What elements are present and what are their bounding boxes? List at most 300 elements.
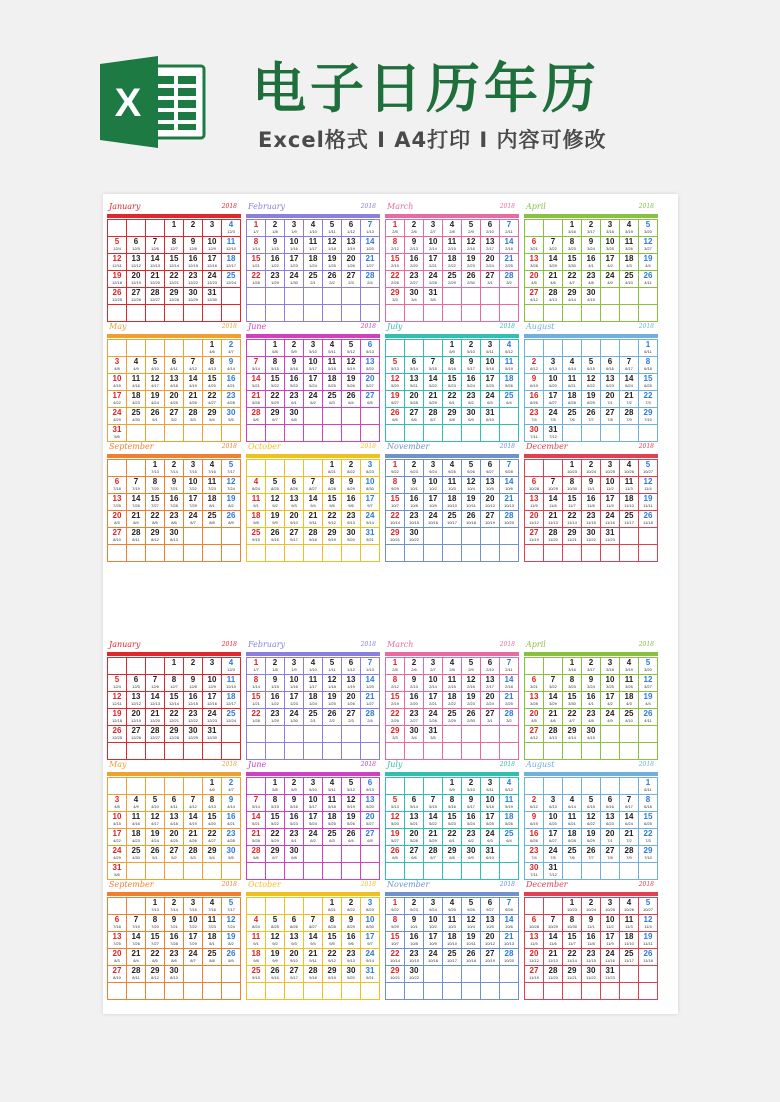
lunar-date: 8/10 [113, 975, 121, 980]
day-cell [222, 408, 241, 425]
lunar-date: 7/17 [227, 469, 235, 474]
lunar-date: 7/5 [550, 417, 556, 422]
lunar-date: 9/11 [309, 520, 317, 525]
day-number: 9 [468, 795, 474, 804]
day-cell [222, 778, 241, 795]
lunar-date: 9/7 [367, 503, 373, 508]
week-row [386, 932, 519, 949]
empty-cell [481, 288, 500, 305]
day-number: 22 [390, 949, 400, 958]
lunar-date: 5/18 [486, 366, 494, 371]
day-number: 31 [605, 966, 615, 975]
lunar-date: 8/25 [271, 924, 279, 929]
month-grid [107, 777, 241, 880]
day-cell [544, 237, 563, 254]
month-grid [385, 459, 519, 562]
empty-cell [304, 846, 323, 863]
empty-cell [500, 726, 519, 743]
month-year: 2018 [221, 641, 237, 648]
day-number: 23 [188, 271, 198, 280]
day-number: 11 [327, 357, 337, 366]
day-number: 18 [624, 494, 634, 503]
month-october [246, 880, 380, 996]
empty-cell [247, 983, 266, 1000]
lunar-date: 7/5 [550, 855, 556, 860]
day-cell [500, 220, 519, 237]
day-number: 4 [209, 898, 215, 907]
day-number: 24 [605, 949, 615, 958]
day-number: 15 [643, 374, 653, 383]
lunar-date: 4/29 [113, 855, 121, 860]
day-cell [184, 846, 203, 863]
week-row [386, 340, 519, 357]
lunar-date: 6/18 [644, 804, 652, 809]
empty-cell [481, 983, 500, 1000]
day-cell [424, 726, 443, 743]
day-number: 21 [150, 271, 160, 280]
day-number: 27 [605, 846, 615, 855]
day-number: 26 [390, 846, 400, 855]
month-january [107, 202, 241, 318]
month-name: September [109, 442, 154, 451]
day-cell [342, 795, 361, 812]
lunar-date: 3/29 [549, 263, 557, 268]
lunar-date: 2/3 [348, 280, 354, 285]
day-number: 24 [428, 271, 438, 280]
day-cell [108, 237, 127, 254]
day-cell [108, 949, 127, 966]
lunar-date: 7/10 [644, 855, 652, 860]
lunar-date: 12/6 [151, 246, 159, 251]
day-cell [108, 494, 127, 511]
lunar-date: 2/14 [429, 246, 437, 251]
day-cell [443, 271, 462, 288]
lunar-date: 6/16 [606, 366, 614, 371]
day-cell [500, 709, 519, 726]
lunar-date: 2/17 [486, 246, 494, 251]
lunar-date: 2/9 [468, 229, 474, 234]
day-number: 23 [409, 709, 419, 718]
day-cell [405, 220, 424, 237]
week-row [108, 812, 241, 829]
day-number: 28 [624, 408, 634, 417]
empty-cell [146, 778, 165, 795]
day-number: 5 [152, 795, 158, 804]
empty-cell [582, 983, 601, 1000]
day-number: 26 [327, 709, 337, 718]
empty-cell [500, 305, 519, 322]
day-cell [525, 237, 544, 254]
lunar-date: 10/28 [528, 486, 539, 491]
month-color-bar [246, 772, 380, 776]
day-number: 19 [466, 494, 476, 503]
day-number: 5 [152, 357, 158, 366]
day-cell [165, 391, 184, 408]
day-number: 28 [308, 966, 318, 975]
day-number: 4 [569, 795, 575, 804]
day-cell [563, 915, 582, 932]
empty-cell [563, 545, 582, 562]
day-cell [203, 898, 222, 915]
lunar-date: 2/1 [310, 280, 316, 285]
day-number: 14 [150, 254, 160, 263]
lunar-date: 10/8 [410, 941, 418, 946]
day-cell [342, 357, 361, 374]
day-number: 18 [251, 511, 261, 520]
lunar-date: 7/6 [569, 855, 575, 860]
empty-cell [525, 305, 544, 322]
day-number: 22 [643, 391, 653, 400]
day-cell [266, 477, 285, 494]
day-number: 23 [346, 511, 356, 520]
day-cell [462, 477, 481, 494]
day-number: 11 [624, 675, 634, 684]
day-cell [323, 915, 342, 932]
day-number: 4 [133, 357, 139, 366]
day-cell [601, 915, 620, 932]
lunar-date: 6/12 [530, 366, 538, 371]
day-cell [266, 692, 285, 709]
day-number: 10 [308, 795, 318, 804]
week-row [247, 743, 380, 760]
lunar-date: 1/20 [366, 246, 374, 251]
day-cell [544, 932, 563, 949]
day-cell [108, 425, 127, 442]
day-cell [525, 494, 544, 511]
month-name: July [387, 760, 403, 769]
day-cell [620, 795, 639, 812]
day-cell [323, 340, 342, 357]
day-number: 28 [365, 271, 375, 280]
day-cell [146, 477, 165, 494]
day-cell [203, 374, 222, 391]
day-number: 12 [327, 675, 337, 684]
day-cell [304, 915, 323, 932]
day-number: 10 [605, 477, 615, 486]
day-number: 18 [226, 692, 236, 701]
lunar-date: 10/9 [429, 941, 437, 946]
lunar-date: 3/20 [644, 229, 652, 234]
day-cell [165, 374, 184, 391]
lunar-date: 4/21 [227, 821, 235, 826]
logo-letter: X [114, 81, 142, 125]
day-number: 2 [272, 658, 278, 667]
lunar-date: 7/12 [549, 434, 557, 439]
week-row [108, 528, 241, 545]
week-row [108, 675, 241, 692]
day-cell [544, 288, 563, 305]
day-cell [601, 966, 620, 983]
day-number: 26 [270, 966, 280, 975]
day-cell [424, 357, 443, 374]
lunar-date: 1/7 [253, 667, 259, 672]
month-year: 2018 [499, 203, 515, 210]
empty-cell [361, 305, 380, 322]
empty-cell [361, 408, 380, 425]
day-cell [127, 511, 146, 528]
lunar-date: 7/16 [208, 469, 216, 474]
day-number: 19 [112, 271, 122, 280]
day-number: 19 [226, 494, 236, 503]
day-number: 25 [251, 528, 261, 537]
day-number: 14 [624, 374, 634, 383]
month-name: March [387, 202, 414, 211]
day-number: 7 [626, 795, 632, 804]
lunar-date: 11/17 [624, 520, 634, 525]
lunar-date: 5/17 [309, 366, 317, 371]
lunar-date: 3/30 [568, 263, 576, 268]
empty-cell [563, 743, 582, 760]
day-cell [462, 254, 481, 271]
lunar-date: 12/3 [227, 229, 235, 234]
lunar-date: 10/7 [391, 503, 399, 508]
day-number: 5 [228, 460, 234, 469]
day-cell [544, 494, 563, 511]
lunar-date: 6/7 [430, 417, 436, 422]
day-number: 15 [270, 374, 280, 383]
day-cell [386, 254, 405, 271]
lunar-date: 10/26 [623, 907, 634, 912]
day-number: 7 [506, 460, 512, 469]
day-cell [601, 898, 620, 915]
empty-cell [462, 425, 481, 442]
day-cell [222, 494, 241, 511]
month-name: December [526, 442, 568, 451]
day-cell [639, 408, 658, 425]
empty-cell [639, 726, 658, 743]
day-number: 27 [485, 271, 495, 280]
day-number: 27 [485, 511, 495, 520]
day-cell [323, 795, 342, 812]
day-cell [443, 658, 462, 675]
day-cell [601, 271, 620, 288]
day-cell [304, 391, 323, 408]
empty-cell [127, 460, 146, 477]
week-row [525, 863, 658, 880]
day-cell [424, 494, 443, 511]
day-number: 3 [430, 658, 436, 667]
day-cell [184, 812, 203, 829]
day-cell [266, 494, 285, 511]
lunar-date: 6/28 [568, 400, 576, 405]
page-title: 电子日历年历 [252, 57, 600, 120]
lunar-date: 12/16 [206, 263, 217, 268]
day-cell [165, 915, 184, 932]
week-row [247, 357, 380, 374]
day-number: 13 [131, 254, 141, 263]
day-cell [386, 357, 405, 374]
day-number: 14 [548, 494, 558, 503]
day-cell [424, 374, 443, 391]
lunar-date: 7/24 [227, 924, 235, 929]
lunar-date: 6/20 [549, 383, 557, 388]
empty-cell [386, 743, 405, 760]
day-cell [525, 528, 544, 545]
lunar-date: 2/24 [486, 263, 494, 268]
lunar-date: 4/10 [151, 804, 159, 809]
day-number: 13 [529, 254, 539, 263]
empty-cell [266, 425, 285, 442]
day-cell [620, 675, 639, 692]
day-number: 28 [428, 846, 438, 855]
empty-cell [323, 288, 342, 305]
day-number: 7 [506, 220, 512, 229]
day-number: 16 [466, 812, 476, 821]
lunar-date: 11/3 [625, 486, 633, 491]
week-row [525, 220, 658, 237]
month-header [246, 322, 380, 336]
day-cell [247, 829, 266, 846]
day-number: 24 [289, 271, 299, 280]
day-number: 27 [409, 408, 419, 417]
day-cell [563, 949, 582, 966]
week-row [247, 692, 380, 709]
day-cell [563, 220, 582, 237]
lunar-date: 4/27 [208, 838, 216, 843]
day-number: 4 [133, 795, 139, 804]
lunar-date: 5/12 [347, 349, 355, 354]
lunar-date: 8/6 [171, 958, 177, 963]
day-number: 22 [270, 829, 280, 838]
week-row [386, 357, 519, 374]
lunar-date: 6/8 [291, 417, 297, 422]
lunar-date: 2/25 [505, 263, 513, 268]
day-cell [443, 795, 462, 812]
empty-cell [639, 528, 658, 545]
day-number: 25 [567, 408, 577, 417]
lunar-date: 12/25 [111, 735, 122, 740]
lunar-date: 9/12 [328, 520, 336, 525]
lunar-date: 8/29 [347, 486, 355, 491]
empty-cell [639, 545, 658, 562]
day-number: 12 [112, 692, 122, 701]
day-cell [462, 932, 481, 949]
day-number: 6 [531, 915, 537, 924]
day-number: 10 [188, 477, 198, 486]
day-number: 30 [586, 726, 596, 735]
day-number: 16 [270, 254, 280, 263]
month-year: 2018 [221, 443, 237, 450]
day-cell [525, 692, 544, 709]
empty-cell [304, 983, 323, 1000]
week-row [108, 709, 241, 726]
day-number: 13 [112, 494, 122, 503]
day-number: 29 [327, 528, 337, 537]
day-number: 21 [308, 511, 318, 520]
day-number: 4 [310, 220, 316, 229]
empty-cell [165, 778, 184, 795]
lunar-date: 1/16 [290, 684, 298, 689]
month-november [385, 442, 519, 558]
day-cell [424, 254, 443, 271]
lunar-date: 5/6 [114, 872, 120, 877]
lunar-date: 9/17 [290, 537, 298, 542]
day-cell [405, 477, 424, 494]
day-number: 16 [466, 374, 476, 383]
day-cell [247, 795, 266, 812]
day-cell [127, 391, 146, 408]
empty-cell [639, 743, 658, 760]
day-cell [481, 237, 500, 254]
week-row [386, 778, 519, 795]
day-cell [500, 511, 519, 528]
day-cell [639, 254, 658, 271]
day-number: 31 [485, 846, 495, 855]
lunar-date: 11/21 [567, 537, 577, 542]
lunar-date: 11/1 [587, 924, 595, 929]
empty-cell [563, 340, 582, 357]
day-cell [266, 254, 285, 271]
day-cell [146, 357, 165, 374]
empty-cell [462, 545, 481, 562]
day-number: 2 [411, 460, 417, 469]
day-cell [285, 391, 304, 408]
lunar-date: 10/5 [486, 486, 494, 491]
empty-cell [481, 863, 500, 880]
day-cell [108, 829, 127, 846]
day-cell [247, 915, 266, 932]
lunar-date: 8/22 [347, 469, 355, 474]
lunar-date: 2/25 [505, 701, 513, 706]
lunar-date: 4/9 [133, 366, 139, 371]
lunar-date: 4/7 [569, 718, 575, 723]
lunar-date: 12/19 [130, 718, 141, 723]
day-number: 10 [428, 675, 438, 684]
day-number: 23 [586, 511, 596, 520]
day-cell [323, 271, 342, 288]
day-number: 11 [207, 477, 217, 486]
day-number: 7 [253, 795, 259, 804]
day-number: 23 [586, 709, 596, 718]
day-cell [285, 220, 304, 237]
day-number: 6 [367, 778, 373, 787]
lunar-date: 3/5 [430, 297, 436, 302]
month-april [524, 202, 658, 318]
day-number: 30 [466, 846, 476, 855]
month-name: June [248, 322, 267, 331]
day-number: 22 [150, 949, 160, 958]
lunar-date: 6/27 [549, 838, 557, 843]
day-number: 17 [112, 391, 122, 400]
month-grid [524, 459, 658, 562]
day-number: 30 [586, 528, 596, 537]
lunar-date: 4/15 [113, 821, 121, 826]
day-cell [146, 494, 165, 511]
day-cell [146, 254, 165, 271]
day-number: 16 [226, 374, 236, 383]
day-cell [462, 391, 481, 408]
week-row [525, 357, 658, 374]
month-header [524, 202, 658, 216]
empty-cell [601, 305, 620, 322]
lunar-date: 3/18 [606, 667, 614, 672]
month-header [385, 760, 519, 774]
empty-cell [405, 863, 424, 880]
day-cell [582, 846, 601, 863]
lunar-date: 5/23 [290, 383, 298, 388]
lunar-date: 8/28 [328, 924, 336, 929]
lunar-date: 7/27 [151, 941, 159, 946]
day-number: 5 [272, 477, 278, 486]
lunar-date: 2/10 [486, 229, 494, 234]
empty-cell [500, 983, 519, 1000]
lunar-date: 11/22 [586, 975, 596, 980]
day-cell [462, 812, 481, 829]
day-cell [266, 675, 285, 692]
day-cell [323, 829, 342, 846]
day-number: 29 [567, 528, 577, 537]
lunar-date: 5/14 [252, 366, 260, 371]
